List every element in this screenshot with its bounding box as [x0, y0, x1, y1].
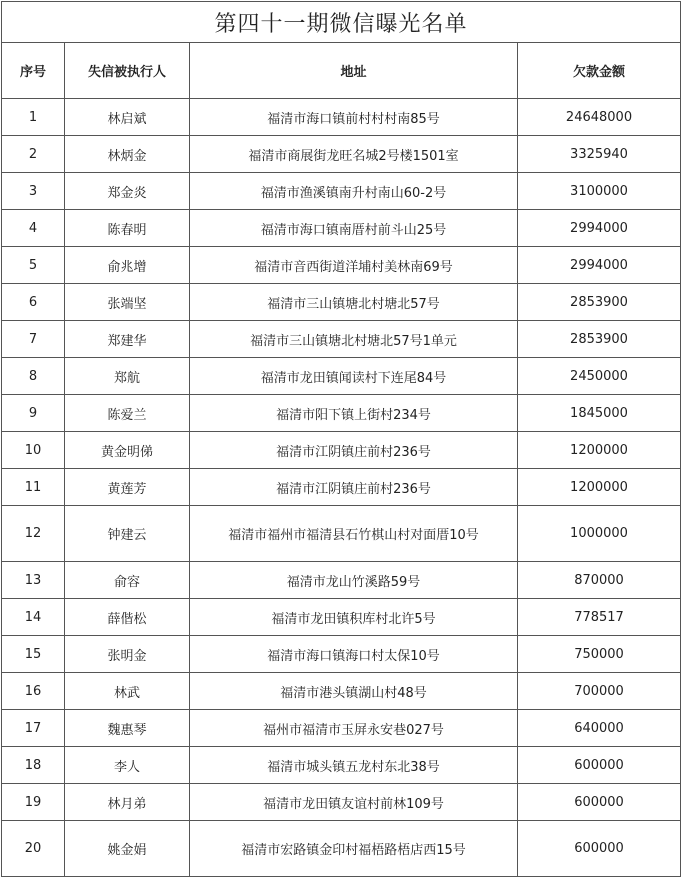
cell-address: 福清市音西街道洋埔村美林南69号	[190, 247, 518, 284]
cell-address: 福清市海口镇南厝村前斗山25号	[190, 210, 518, 247]
table-row	[2, 506, 681, 562]
cell-name: 俞兆增	[65, 247, 190, 284]
table-row	[2, 247, 681, 284]
cell-amount: 1200000	[518, 432, 681, 469]
cell-amount: 2450000	[518, 358, 681, 395]
cell-amount: 700000	[518, 673, 681, 710]
cell-name: 薛偕松	[65, 599, 190, 636]
table-row	[2, 784, 681, 821]
cell-name: 林启斌	[65, 99, 190, 136]
table-row	[2, 562, 681, 599]
cell-no: 7	[2, 321, 65, 358]
cell-no: 19	[2, 784, 65, 821]
cell-address: 福清市龙田镇积库村北许5号	[190, 599, 518, 636]
table-row	[2, 358, 681, 395]
cell-no: 18	[2, 747, 65, 784]
cell-address: 福清市江阴镇庄前村236号	[190, 432, 518, 469]
cell-address: 福清市宏路镇金印村福梧路梧店西15号	[190, 821, 518, 877]
cell-amount: 750000	[518, 636, 681, 673]
cell-no: 9	[2, 395, 65, 432]
table-row	[2, 173, 681, 210]
cell-address: 福清市海口镇前村村村南85号	[190, 99, 518, 136]
cell-address: 福清市龙田镇友谊村前林109号	[190, 784, 518, 821]
cell-no: 14	[2, 599, 65, 636]
cell-address: 福清市城头镇五龙村东北38号	[190, 747, 518, 784]
table-row	[2, 432, 681, 469]
cell-name: 林月弟	[65, 784, 190, 821]
table-row	[2, 321, 681, 358]
table-row	[2, 599, 681, 636]
cell-amount: 3100000	[518, 173, 681, 210]
cell-name: 郑航	[65, 358, 190, 395]
cell-amount: 640000	[518, 710, 681, 747]
cell-amount: 600000	[518, 784, 681, 821]
cell-name: 魏惠琴	[65, 710, 190, 747]
cell-no: 17	[2, 710, 65, 747]
table-row	[2, 747, 681, 784]
table-row	[2, 99, 681, 136]
cell-address: 福清市港头镇湖山村48号	[190, 673, 518, 710]
cell-no: 12	[2, 506, 65, 562]
cell-name: 郑金炎	[65, 173, 190, 210]
cell-no: 5	[2, 247, 65, 284]
cell-name: 姚金娟	[65, 821, 190, 877]
cell-no: 20	[2, 821, 65, 877]
cell-amount: 2994000	[518, 247, 681, 284]
cell-address: 福州市福清市玉屏永安巷027号	[190, 710, 518, 747]
cell-no: 2	[2, 136, 65, 173]
cell-name: 陈春明	[65, 210, 190, 247]
cell-address: 福清市渔溪镇南升村南山60-2号	[190, 173, 518, 210]
table-row	[2, 210, 681, 247]
header-name: 失信被执行人	[65, 43, 190, 99]
cell-address: 福清市龙山竹溪路59号	[190, 562, 518, 599]
cell-name: 钟建云	[65, 506, 190, 562]
cell-amount: 2994000	[518, 210, 681, 247]
cell-amount: 2853900	[518, 321, 681, 358]
cell-no: 6	[2, 284, 65, 321]
header-address: 地址	[190, 43, 518, 99]
table-row	[2, 673, 681, 710]
cell-no: 8	[2, 358, 65, 395]
cell-no: 16	[2, 673, 65, 710]
cell-address: 福清市江阴镇庄前村236号	[190, 469, 518, 506]
cell-name: 黄莲芳	[65, 469, 190, 506]
cell-name: 张明金	[65, 636, 190, 673]
table-title: 第四十一期微信曝光名单	[2, 2, 681, 43]
cell-no: 10	[2, 432, 65, 469]
cell-address: 福清市福州市福清县石竹棋山村对面厝10号	[190, 506, 518, 562]
table-row	[2, 636, 681, 673]
cell-address: 福清市海口镇海口村太保10号	[190, 636, 518, 673]
table-row	[2, 284, 681, 321]
cell-name: 林炳金	[65, 136, 190, 173]
header-no: 序号	[2, 43, 65, 99]
cell-amount: 2853900	[518, 284, 681, 321]
cell-amount: 870000	[518, 562, 681, 599]
title-row	[2, 2, 681, 43]
cell-name: 俞容	[65, 562, 190, 599]
cell-name: 张端坚	[65, 284, 190, 321]
cell-no: 1	[2, 99, 65, 136]
cell-no: 13	[2, 562, 65, 599]
cell-amount: 600000	[518, 747, 681, 784]
cell-name: 陈爱兰	[65, 395, 190, 432]
cell-name: 李人	[65, 747, 190, 784]
cell-no: 3	[2, 173, 65, 210]
cell-no: 4	[2, 210, 65, 247]
header-amount: 欠款金额	[518, 43, 681, 99]
cell-address: 福清市商展街龙旺名城2号楼1501室	[190, 136, 518, 173]
cell-address: 福清市三山镇塘北村塘北57号	[190, 284, 518, 321]
cell-name: 林武	[65, 673, 190, 710]
cell-name: 黄金明俤	[65, 432, 190, 469]
cell-amount: 1000000	[518, 506, 681, 562]
cell-address: 福清市三山镇塘北村塘北57号1单元	[190, 321, 518, 358]
cell-amount: 3325940	[518, 136, 681, 173]
table-row	[2, 821, 681, 877]
cell-amount: 600000	[518, 821, 681, 877]
cell-address: 福清市阳下镇上街村234号	[190, 395, 518, 432]
cell-amount: 1845000	[518, 395, 681, 432]
cell-amount: 24648000	[518, 99, 681, 136]
cell-amount: 1200000	[518, 469, 681, 506]
cell-no: 11	[2, 469, 65, 506]
table-row	[2, 136, 681, 173]
table-row	[2, 469, 681, 506]
table-row	[2, 710, 681, 747]
cell-amount: 778517	[518, 599, 681, 636]
cell-name: 郑建华	[65, 321, 190, 358]
exposure-list-table	[1, 1, 681, 877]
cell-no: 15	[2, 636, 65, 673]
cell-address: 福清市龙田镇闻读村下连尾84号	[190, 358, 518, 395]
header-row	[2, 43, 681, 99]
table-row	[2, 395, 681, 432]
